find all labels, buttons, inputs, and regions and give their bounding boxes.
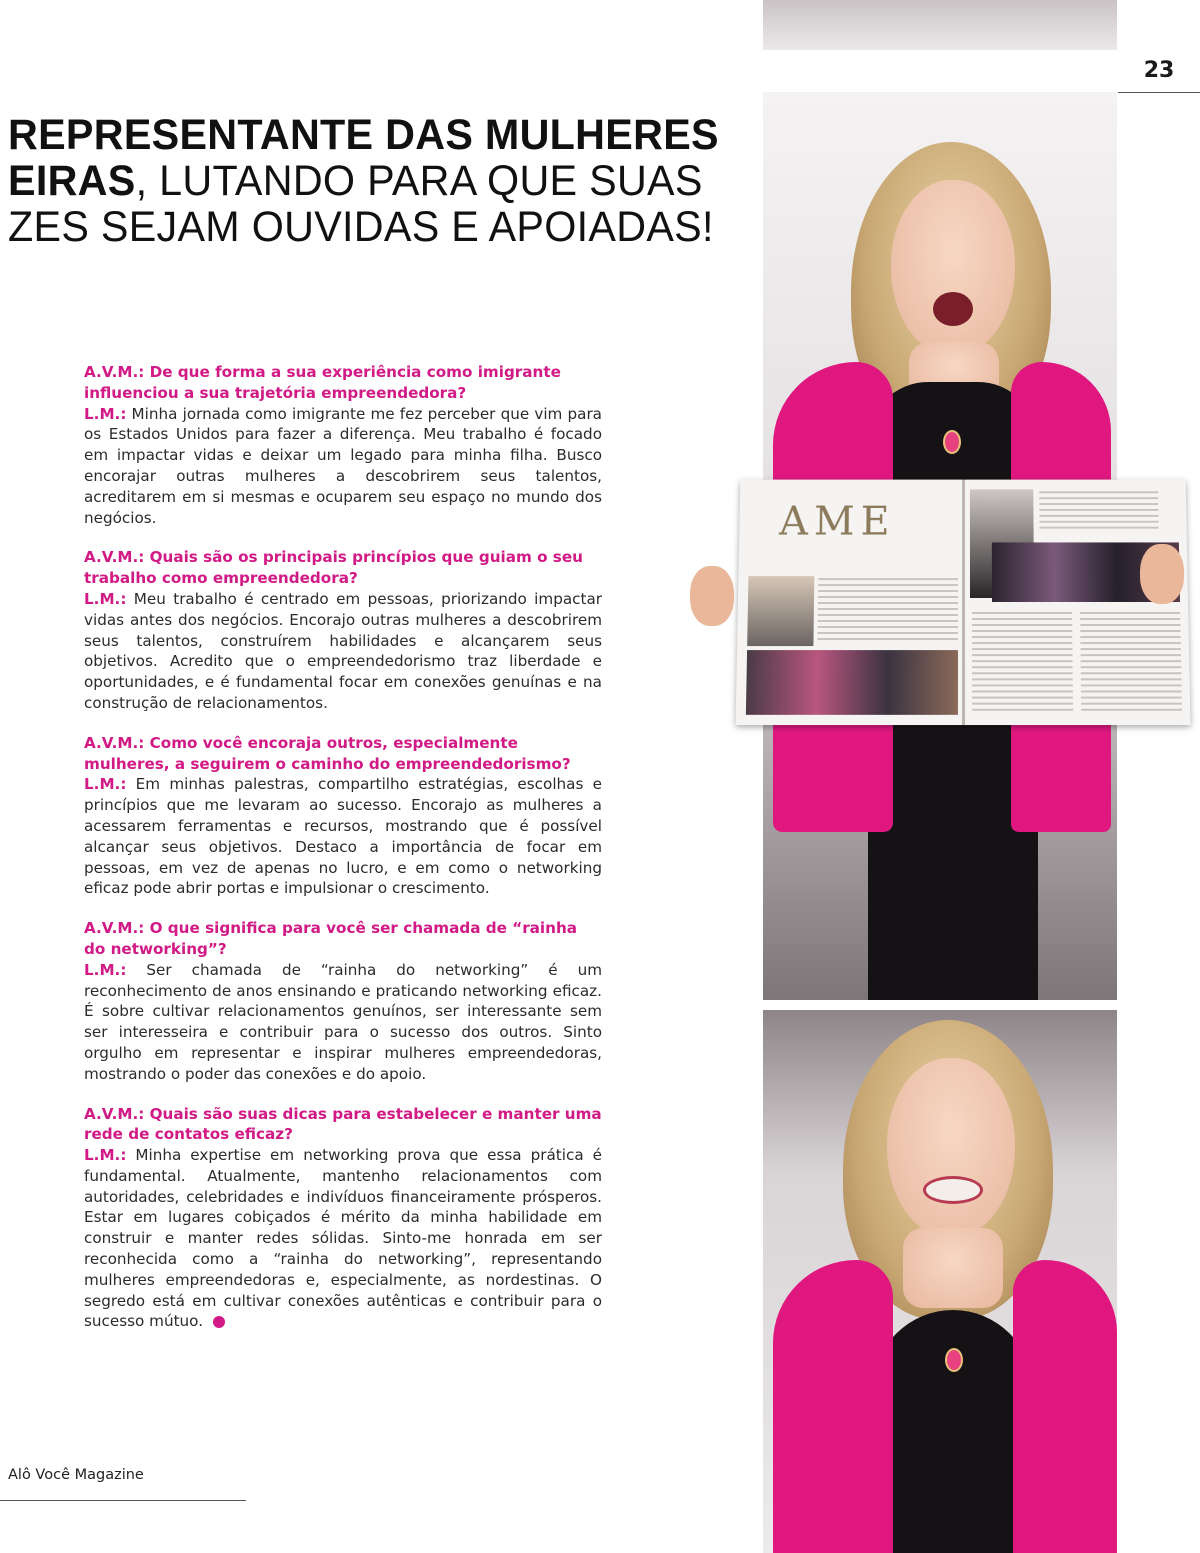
headline-line-3: ZES SEJAM OUVIDAS E APOIADAS! xyxy=(8,203,714,251)
top-decor-bar xyxy=(763,0,1117,50)
footer-magazine-name: Alô Você Magazine xyxy=(8,1467,144,1483)
magazine-spine xyxy=(962,480,965,725)
page-number: 23 xyxy=(1118,56,1200,93)
qa-block-1 xyxy=(84,362,602,528)
answer-label: L.M.: xyxy=(84,1146,127,1165)
question: A.V.M.: O que significa para você ser chamada de “rainha do networking”? xyxy=(84,919,578,958)
answer-text: Minha expertise em networking prova que essa prática é fundamental. Atualmente, mantenho relacionamentos com autoridades, celebridades e indivíduos financeiramente prósperos. Estar em lugares cobiçados é mérito da minha habilidade em construir e manter redes sólidas. Sinto-me honrada em ser reconhecida como a “rainha do networking”, representando mulheres empreendedoras e, especialmente, as nordestinas. O segredo está em cultivar conexões autênticas e contribuir para o sucesso mútuo. xyxy=(84,1146,602,1331)
question: A.V.M.: De que forma a sua experiência como imigrante influenciou a sua trajetória empreendedora? xyxy=(84,363,561,402)
question: A.V.M.: Quais são suas dicas para estabelecer e manter uma rede de contatos eficaz? xyxy=(84,1104,602,1144)
answer-label: L.M.: xyxy=(84,589,127,608)
answer-label: L.M.: xyxy=(84,404,127,423)
qa-block-3 xyxy=(84,733,602,899)
face xyxy=(887,1058,1015,1238)
answer xyxy=(84,1145,602,1332)
question: A.V.M.: Quais são os principais princípios que guiam o seu trabalho como empreendedora? xyxy=(84,548,583,588)
answer-text: Meu trabalho é centrado em pessoas, priorizando impactar vidas antes dos negócios. Encorajo outras mulheres a descobrirem seus talentos, construírem habilidades e alcançarem seus objetivos. Acredito que o empreendedorismo traz liberdade e oportunidades, e é fundamental focar em conexões genuínas e na construção de relacionamentos. xyxy=(84,589,602,712)
qa-block-5 xyxy=(84,1104,602,1333)
right-hand xyxy=(1140,544,1184,604)
neck xyxy=(903,1228,1003,1308)
smile xyxy=(923,1176,983,1204)
answer xyxy=(84,960,602,1085)
headline-line-1: REPRESENTANTE DAS MULHERES xyxy=(8,111,719,159)
headline-line-2-rest: , LUTANDO PARA QUE SUAS xyxy=(135,157,703,205)
pendant-necklace xyxy=(945,1348,963,1372)
headline xyxy=(8,112,728,250)
interview-article xyxy=(84,362,602,1351)
magazine-text-lines-left xyxy=(817,578,958,644)
answer-label: L.M.: xyxy=(84,775,127,794)
portrait-photo-smiling xyxy=(763,1010,1117,1553)
pink-jacket-right xyxy=(1013,1260,1117,1553)
end-of-article-dot xyxy=(213,1316,225,1328)
headline-line-2 xyxy=(8,157,703,205)
magazine-text-lines-col2 xyxy=(1080,612,1182,713)
black-dress xyxy=(873,1310,1033,1553)
qa-block-4 xyxy=(84,918,602,1084)
held-magazine xyxy=(736,480,1191,725)
pendant-necklace xyxy=(943,430,961,454)
pink-jacket-left xyxy=(773,1260,893,1553)
magazine-photo-portrait xyxy=(747,576,814,646)
headline-line-2-bold: EIRAS xyxy=(8,157,136,205)
mouth xyxy=(933,292,973,326)
footer-rule xyxy=(0,1500,246,1501)
answer-text: Em minhas palestras, compartilho estratégias, escolhas e princípios que me levaram ao sucesso. Encorajo as mulheres a acessarem ferramentas e recursos, mostrando que é possível alcançar seus objetivos. Destaco a importância de focar em pessoas, em vez de apenas no lucro, e em como o networking eficaz pode abrir portas e impulsionar o crescimento. xyxy=(84,775,602,898)
magazine-title: AME xyxy=(778,499,896,545)
answer-text: Minha jornada como imigrante me fez perceber que vim para os Estados Unidos para fazer a diferença. Meu trabalho é focado em impactar vidas e deixar um legado para minha filha. Busco encorajar outras mulheres a descobrirem seus talentos, acreditarem em si mesmas e ocuparem seu espaço no mundo dos negócios. xyxy=(84,404,602,527)
answer xyxy=(84,774,602,899)
left-hand xyxy=(690,566,734,626)
qa-block-2 xyxy=(84,547,602,713)
answer xyxy=(84,589,602,714)
answer-text: Ser chamada de “rainha do networking” é um reconhecimento de anos ensinando e praticando networking eficaz. É sobre cultivar relacionamentos genuínos, ser interessante sem ser interesseira e contribuir para o sucesso dos outros. Sinto orgulho em representar e inspirar mulheres empreendedoras, mostrando o poder das conexões e do apoio. xyxy=(84,960,602,1083)
answer-label: L.M.: xyxy=(84,960,127,979)
face xyxy=(891,180,1015,356)
magazine-text-lines-col1 xyxy=(972,612,1073,713)
answer xyxy=(84,404,602,529)
magazine-photo-group xyxy=(746,650,958,715)
question: A.V.M.: Como você encoraja outros, especialmente mulheres, a seguirem o caminho do empreendedorismo? xyxy=(84,733,571,773)
magazine-text-lines-top-right xyxy=(1039,491,1159,530)
